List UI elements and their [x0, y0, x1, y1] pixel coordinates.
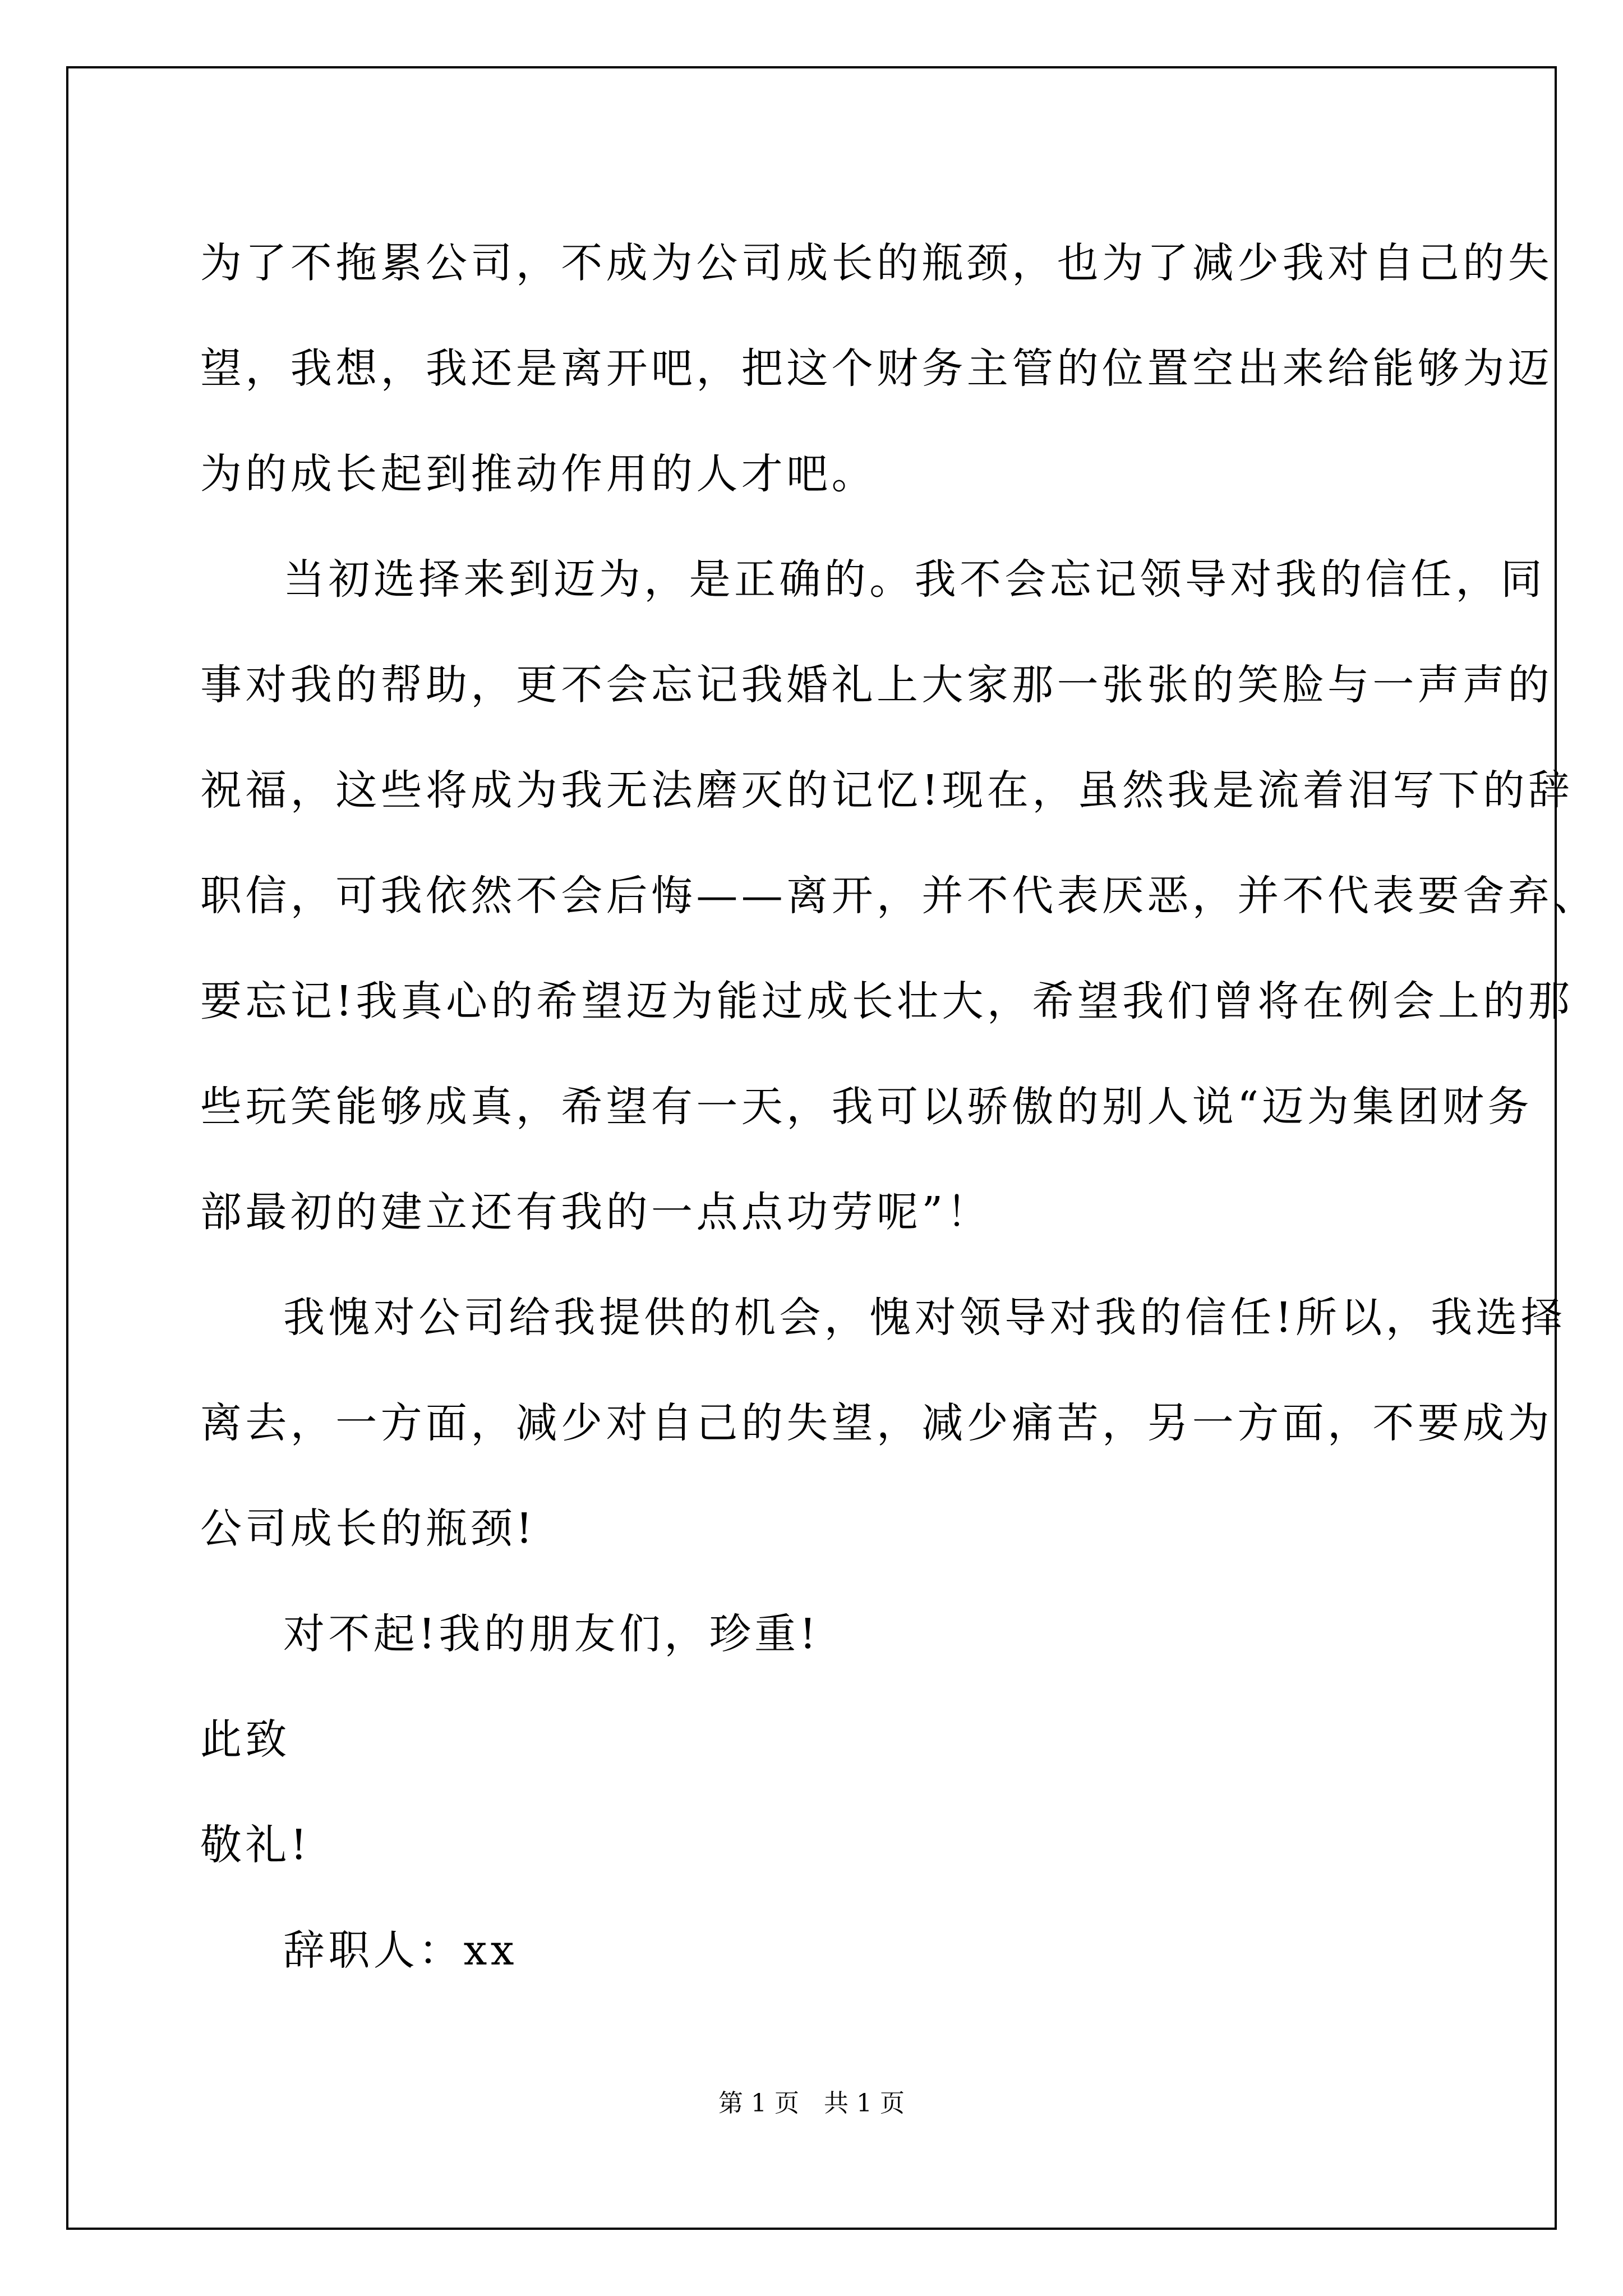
text-line: 为的成长起到推动作用的人才吧。: [200, 450, 877, 498]
text-line: 望，我想，我还是离开吧，把这个财务主管的位置空出来给能够为迈: [200, 344, 1553, 393]
letter-body: [200, 210, 1598, 2003]
signature-line: 辞职人：xx: [283, 1926, 518, 1975]
text-line: 当初选择来到迈为，是正确的。我不会忘记领导对我的信任，同: [283, 555, 1546, 604]
text-line: 公司成长的瓶颈!: [200, 1504, 536, 1553]
text-line: 要忘记!我真心的希望迈为能过成长壮大，希望我们曾将在例会上的那: [200, 977, 1574, 1025]
text-line: 事对我的帮助，更不会忘记我婚礼上大家那一张张的笑脸与一声声的: [200, 661, 1553, 709]
text-line: 为了不拖累公司，不成为公司成长的瓶颈，也为了减少我对自己的失: [200, 239, 1553, 287]
text-line: 离去，一方面，减少对自己的失望，减少痛苦，另一方面，不要成为: [200, 1399, 1553, 1447]
page-number-footer: 第 1 页 共 1 页: [718, 2089, 905, 2118]
text-line: 部最初的建立还有我的一点点功劳呢”！: [200, 1188, 992, 1236]
text-line: 祝福，这些将成为我无法磨灭的记忆!现在，虽然我是流着泪写下的辞: [200, 766, 1574, 815]
closing-regards: 敬礼!: [200, 1821, 311, 1869]
text-line: 对不起!我的朋友们，珍重!: [283, 1610, 820, 1658]
text-line: 些玩笑能够成真，希望有一天，我可以骄傲的别人说“迈为集团财务: [200, 1083, 1533, 1131]
text-line: 职信，可我依然不会后悔——离开，并不代表厌恶，并不代表要舍弃、: [200, 872, 1598, 920]
text-line: 我愧对公司给我提供的机会，愧对领导对我的信任!所以，我选择: [283, 1294, 1566, 1342]
closing-salutation: 此致: [200, 1715, 291, 1764]
